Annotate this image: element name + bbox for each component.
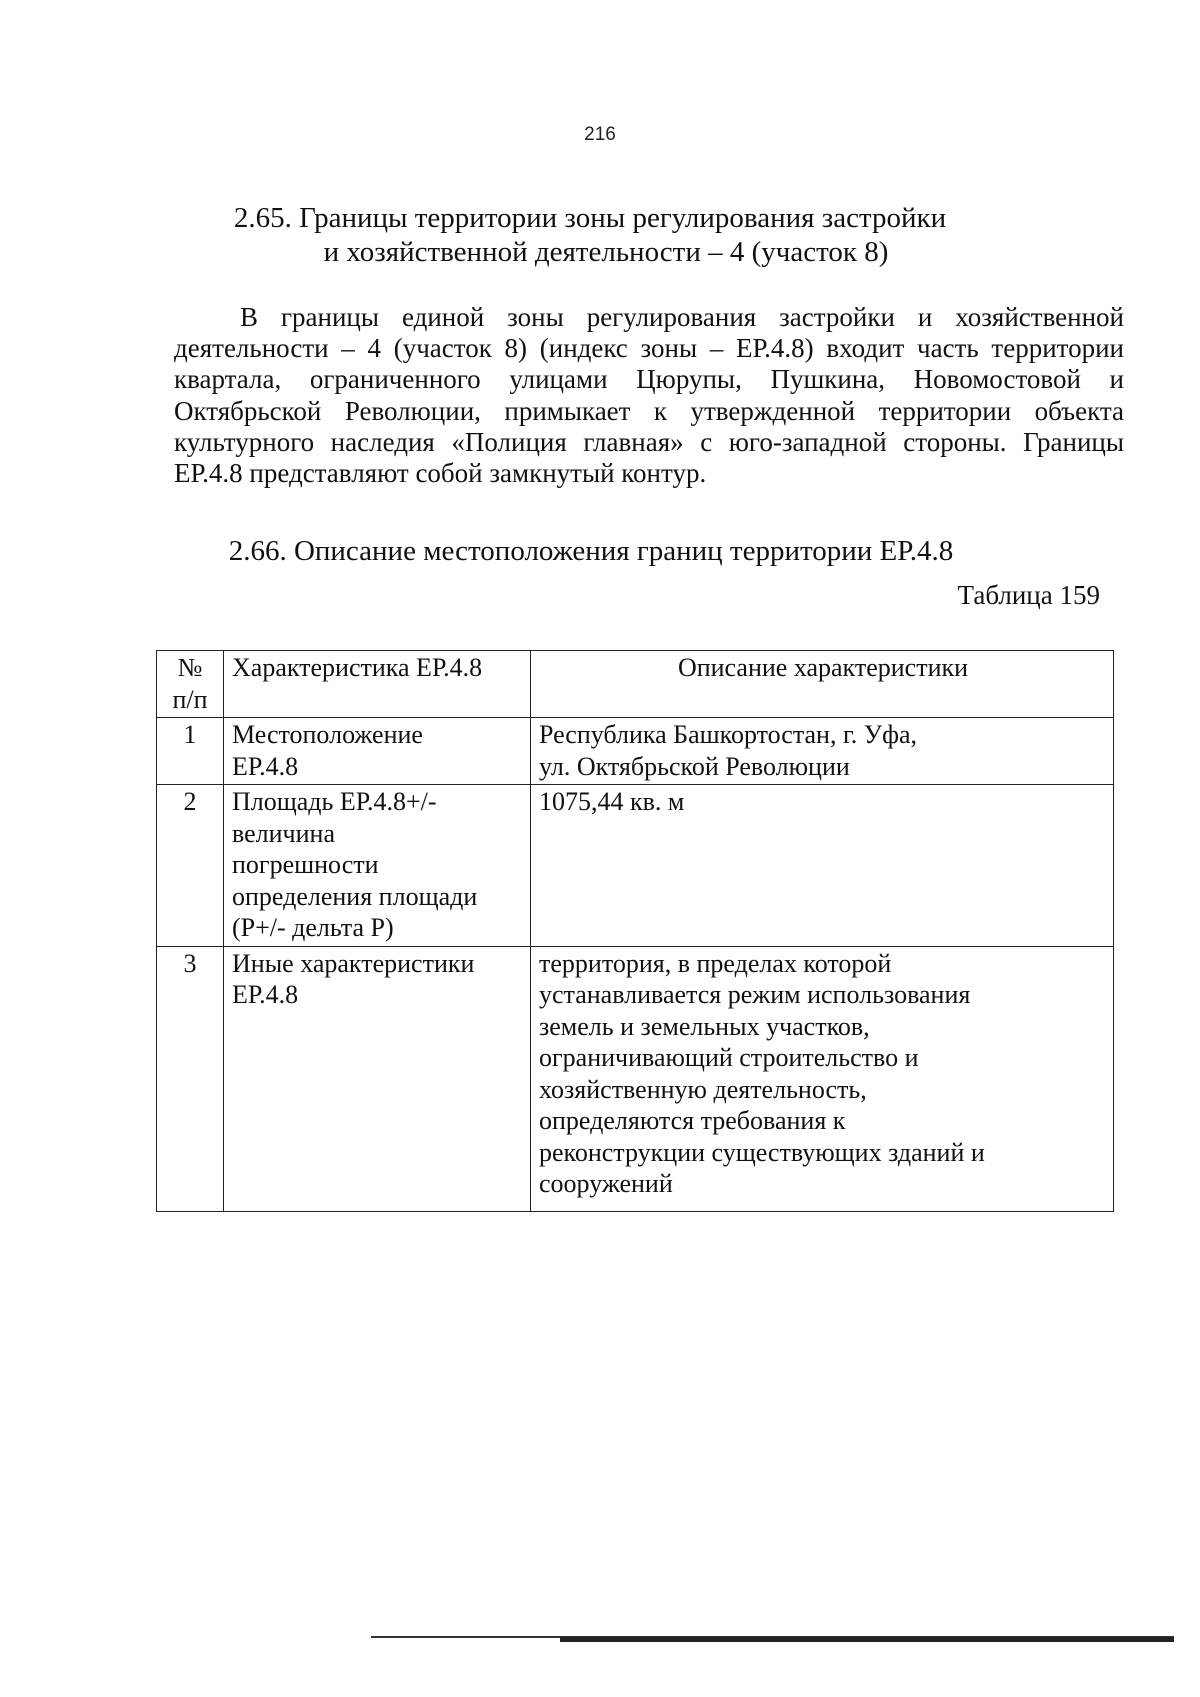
header-description: Описание характеристики [531,651,1114,718]
row-characteristic [224,946,531,1211]
section-title-line-2: и хозяйственной деятельности – 4 (участок 8) [323,236,889,268]
header-num-abbrev: п/п [172,684,208,714]
header-characteristic: Характеристика ЕР.4.8 [224,651,531,718]
table-row [157,785,1114,947]
description-line: хозяйственную деятельность, [539,1074,867,1104]
description-line: земель и земельных участков, [539,1011,870,1041]
description-line: 1075,44 кв. м [539,787,685,816]
header-num [157,651,224,718]
table-row [157,718,1114,785]
row-description [531,785,1114,947]
description-line: реконструкции существующих зданий и [539,1137,985,1167]
characteristic-line: определения площади [232,881,478,911]
table-header-row [157,651,1114,718]
description-line: территория, в пределах которой [539,948,892,978]
characteristic-line: (Р+/- дельта Р) [232,913,394,942]
characteristic-line: Местоположение [232,720,423,749]
row-description [531,718,1114,785]
description-line: определяются требования к [539,1106,846,1135]
footer-rule-thick [560,1637,1174,1642]
characteristic-line: Площадь ЕР.4.8+/- [232,787,437,816]
table-caption: Таблица 159 [957,580,1100,610]
characteristic-line: ЕР.4.8 [232,751,299,781]
description-line: ограничивающий строительство и [539,1043,919,1072]
header-num-symbol: № [177,653,203,682]
row-number: 1 [157,718,224,785]
row-number: 2 [157,785,224,947]
section-title-line-1: 2.65. Границы территории зоны регулирования застройки [233,202,947,234]
characteristic-line: погрешности [232,850,379,879]
page-number: 216 [584,124,616,145]
subsection-title: 2.66. Описание местоположения границ территории ЕР.4.8 [228,535,954,567]
characteristics-table [156,650,1114,1212]
characteristic-line: Иные характеристики [232,948,475,978]
row-characteristic [224,718,531,785]
body-paragraph: В границы единой зоны регулирования застройки и хозяйственной деятельности – 4 (участок 8) (индекс зоны – ЕР.4.8) входит часть территории квартала, ограниченного улицами Цюрупы, Пушкина, Новомостовой и Октябрьской Революции, примыкает к утвержденной территории объекта культурного наследия «Полиция главная» с юго-западной стороны. Границы ЕР.4.8 представляют собой замкнутый контур. [174,302,1124,489]
row-number: 3 [157,946,224,1211]
description-line: Республика Башкортостан, г. Уфа, [539,720,917,749]
description-line: сооружений [539,1169,673,1198]
row-characteristic [224,785,531,947]
row-description [531,946,1114,1211]
description-line: ул. Октябрьской Революции [539,751,850,781]
characteristic-line: ЕР.4.8 [232,980,299,1009]
description-line: устанавливается режим использования [539,980,971,1009]
table-row [157,946,1114,1211]
characteristic-line: величина [232,818,335,848]
